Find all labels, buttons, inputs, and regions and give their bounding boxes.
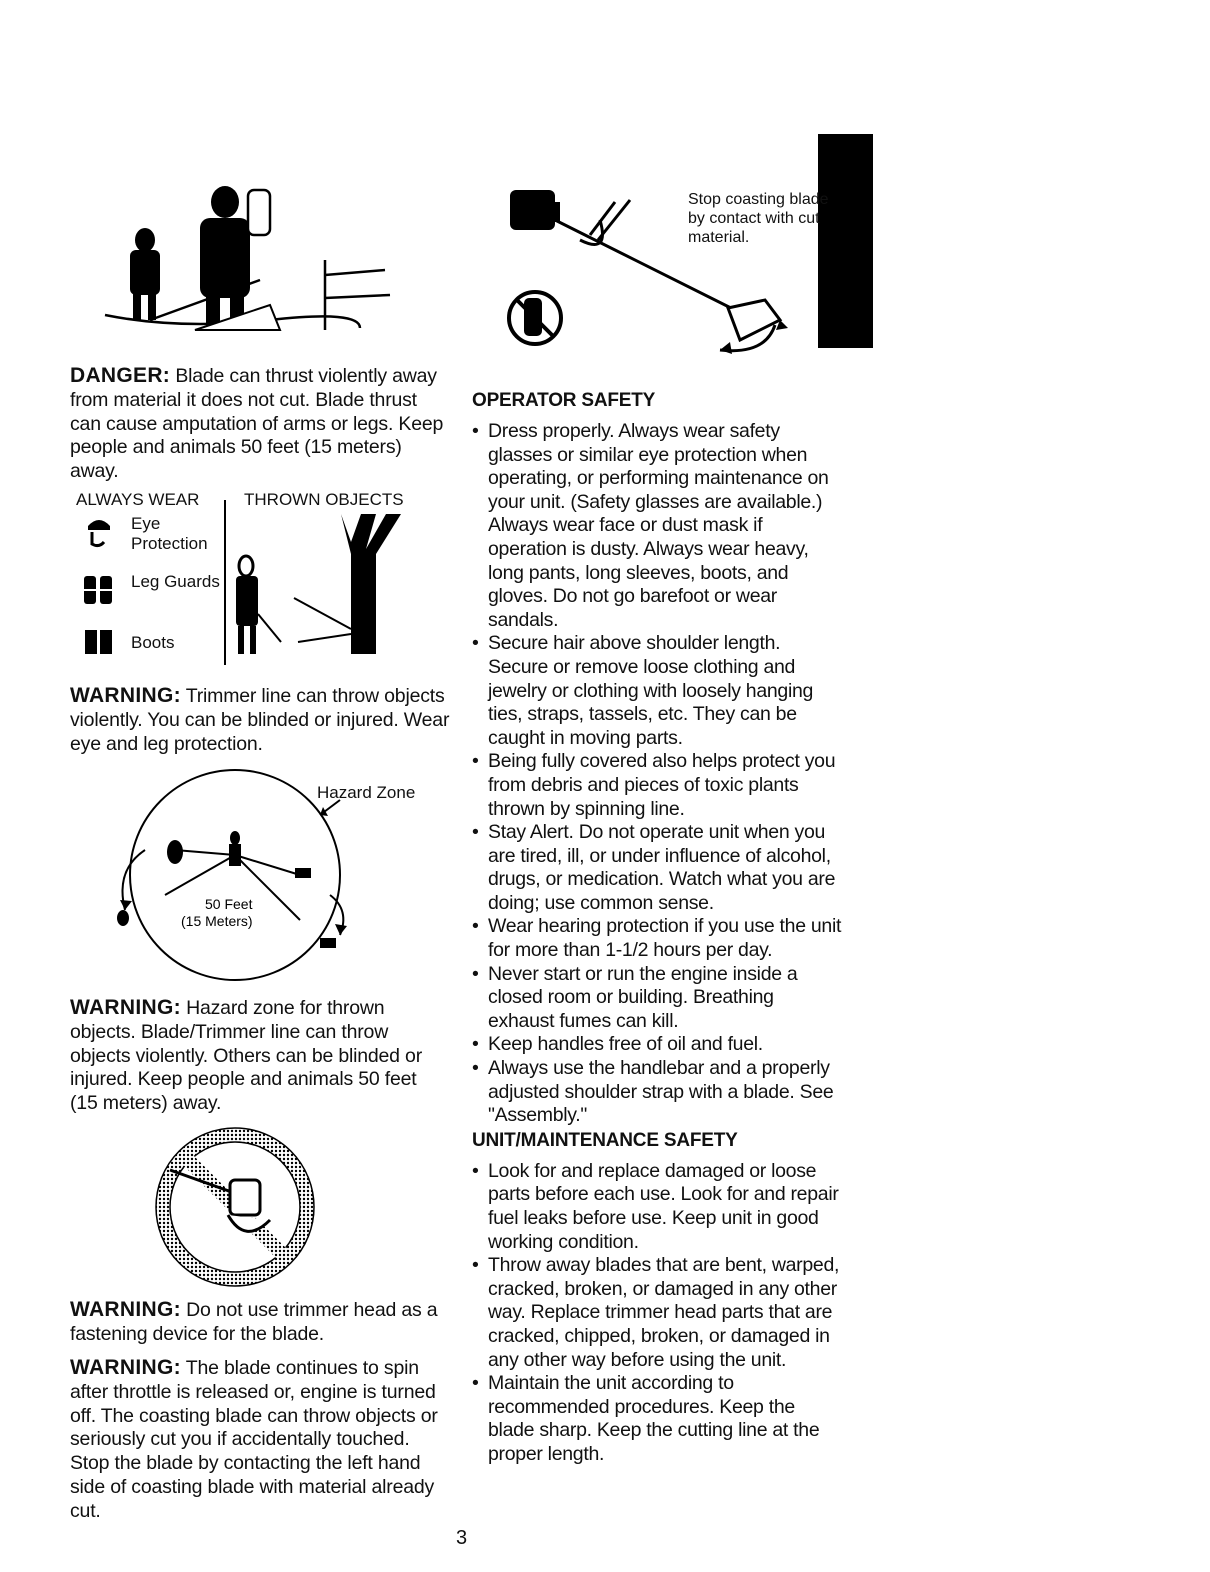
warning-label: WARNING: [70, 996, 181, 1019]
operator-safety-heading: OPERATOR SAFETY [472, 390, 656, 411]
danger-text [70, 364, 445, 484]
meters-label: (15 Meters) [181, 913, 253, 929]
list-item: • Being fully covered also helps protect you from debris and pieces of toxic plants thrown by spinning line. [472, 750, 842, 821]
list-item: • Throw away blades that are bent, warped, cracked, broken, or damaged in any other way. Replace trimmer head parts that are cracked, chipped, broken, or damaged in any other way before using the unit. [472, 1254, 842, 1372]
ppe-panel [76, 490, 431, 665]
list-item: • Dress properly. Always wear safety glasses or similar eye protection when operating, or performing maintenance on your unit. (Safety glasses are available.) Always wear face or dust mask if operation is dusty. Always wear heavy, long pants, long sleeves, boots, and gloves. Do not go barefoot or wear sandals. [472, 420, 842, 632]
page-number: 3 [456, 1527, 468, 1549]
leg-guards-label: Leg Guards [131, 572, 220, 591]
list-item: • Stay Alert. Do not operate unit when you are tired, ill, or under influence of alcohol, drugs, or medication. Watch what you are doing; use common sense. [472, 821, 842, 915]
warning-body: Hazard zone for thrown objects. Blade/Trimmer line can throw objects violently. Others can be blinded or injured. Keep people and animals 50 feet (15 meters) away. [70, 997, 422, 1115]
list-item: • Secure hair above shoulder length. Secure or remove loose clothing and jewelry or clothing with loosely hanging ties, straps, tassels, etc. They can be caught in moving parts. [472, 632, 842, 750]
danger-label: DANGER: [70, 364, 171, 387]
boots-icon [84, 628, 114, 656]
eye-protection-label: Eye Protection [131, 514, 208, 553]
list-item: • Wear hearing protection if you use the unit for more than 1-1/2 hours per day. [472, 915, 842, 962]
boots-label: Boots [131, 633, 175, 652]
list-item: • Never start or run the engine inside a closed room or building. Breathing exhaust fumes can kill. [472, 963, 842, 1034]
warning-trimmer-line [70, 684, 450, 756]
feet-label: 50 Feet [205, 896, 253, 912]
leg-guards-icon [82, 572, 116, 606]
list-item: • Keep handles free of oil and fuel. [472, 1033, 842, 1057]
unit-maintenance-heading: UNIT/MAINTENANCE SAFETY [472, 1129, 738, 1151]
list-item: • Always use the handlebar and a properly adjusted shoulder strap with a blade. See "Assembly." [472, 1057, 842, 1128]
warning-body: Trimmer line can throw objects violently. You can be blinded or injured. Wear eye and leg protection. [70, 685, 450, 755]
thrown-objects-header: THROWN OBJECTS [244, 490, 404, 509]
no-trimmer-head-icon [150, 1125, 320, 1290]
operator-safety-list [472, 420, 842, 1128]
warning-label: WARNING: [70, 1356, 181, 1379]
hazard-zone-label: Hazard Zone [317, 783, 416, 802]
unit-maintenance-list [472, 1160, 842, 1467]
stop-coasting-caption: Stop coasting blade by contact with cut material. [688, 191, 829, 246]
warning-body: The blade continues to spin after throttle is released or, engine is turned off. The coasting blade can throw objects or seriously cut you if accidentally touched. Stop the blade by contacting the left hand side of coasting blade with material already cut. [70, 1357, 438, 1522]
list-item: • Look for and replace damaged or loose parts before each use. Look for and repair fuel leaks before use. Keep unit in good working condition. [472, 1160, 842, 1254]
warning-label: WARNING: [70, 1298, 181, 1321]
danger-body: Blade can thrust violently away from material it does not cut. Blade thrust can cause amputation of arms or legs. Keep people and animals 50 feet (15 meters) away. [70, 365, 444, 483]
operator-illustration [100, 180, 440, 340]
list-item: • Maintain the unit according to recommended procedures. Keep the blade sharp. Keep the cutting line at the proper length. [472, 1372, 842, 1466]
safety-column [472, 390, 842, 1467]
warning-label: WARNING: [70, 684, 181, 707]
thrown-objects-illustration [226, 514, 426, 664]
eye-protection-icon [84, 514, 114, 548]
always-wear-header: ALWAYS WEAR [76, 490, 200, 509]
warning-hazard-zone [70, 996, 440, 1116]
warning-coasting-blade [70, 1356, 445, 1524]
warning-trimmer-head [70, 1298, 445, 1347]
warning-body: Do not use trimmer head as a fastening device for the blade. [70, 1299, 438, 1345]
